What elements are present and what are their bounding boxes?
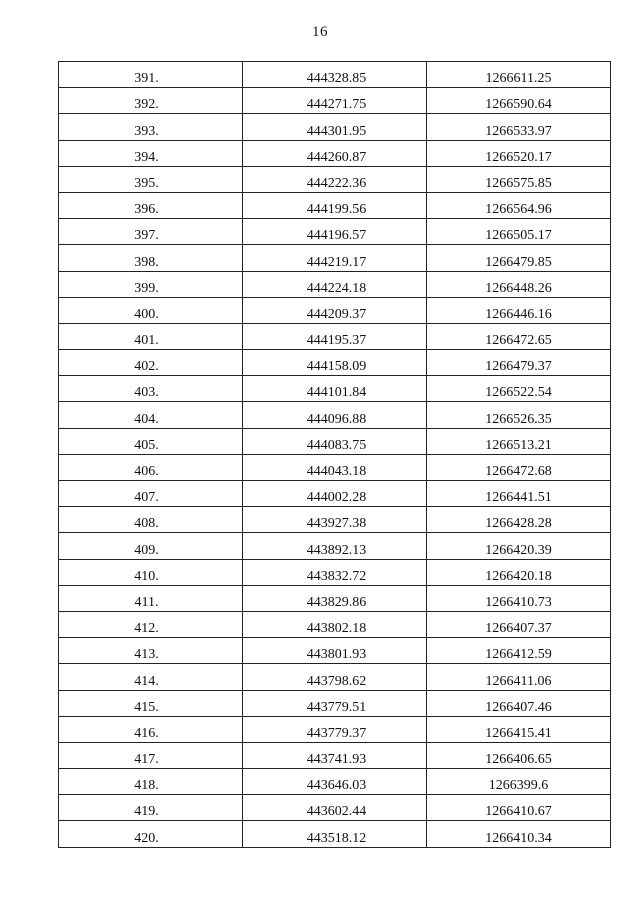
point-number-cell: 394. bbox=[59, 140, 243, 166]
point-number-cell: 403. bbox=[59, 376, 243, 402]
x-coordinate-cell: 444209.37 bbox=[243, 297, 427, 323]
table-row bbox=[59, 690, 611, 716]
table-row bbox=[59, 611, 611, 637]
y-coordinate-cell: 1266407.37 bbox=[427, 611, 611, 637]
point-number-cell: 412. bbox=[59, 611, 243, 637]
y-coordinate-cell: 1266526.35 bbox=[427, 402, 611, 428]
y-coordinate-cell: 1266410.73 bbox=[427, 585, 611, 611]
y-coordinate-cell: 1266575.85 bbox=[427, 166, 611, 192]
y-coordinate-cell: 1266564.96 bbox=[427, 192, 611, 218]
table-row bbox=[59, 297, 611, 323]
x-coordinate-cell: 444271.75 bbox=[243, 88, 427, 114]
x-coordinate-cell: 443602.44 bbox=[243, 795, 427, 821]
x-coordinate-cell: 444199.56 bbox=[243, 192, 427, 218]
y-coordinate-cell: 1266410.34 bbox=[427, 821, 611, 847]
x-coordinate-cell: 443801.93 bbox=[243, 638, 427, 664]
table-row bbox=[59, 271, 611, 297]
x-coordinate-cell: 443798.62 bbox=[243, 664, 427, 690]
table-row bbox=[59, 114, 611, 140]
y-coordinate-cell: 1266446.16 bbox=[427, 297, 611, 323]
x-coordinate-cell: 444224.18 bbox=[243, 271, 427, 297]
table-row bbox=[59, 376, 611, 402]
point-number-cell: 398. bbox=[59, 245, 243, 271]
x-coordinate-cell: 444222.36 bbox=[243, 166, 427, 192]
table-row bbox=[59, 795, 611, 821]
x-coordinate-cell: 444101.84 bbox=[243, 376, 427, 402]
y-coordinate-cell: 1266522.54 bbox=[427, 376, 611, 402]
point-number-cell: 395. bbox=[59, 166, 243, 192]
y-coordinate-cell: 1266441.51 bbox=[427, 481, 611, 507]
point-number-cell: 408. bbox=[59, 507, 243, 533]
x-coordinate-cell: 444096.88 bbox=[243, 402, 427, 428]
point-number-cell: 407. bbox=[59, 481, 243, 507]
x-coordinate-cell: 444195.37 bbox=[243, 323, 427, 349]
y-coordinate-cell: 1266479.85 bbox=[427, 245, 611, 271]
y-coordinate-cell: 1266411.06 bbox=[427, 664, 611, 690]
point-number-cell: 400. bbox=[59, 297, 243, 323]
table-row bbox=[59, 454, 611, 480]
y-coordinate-cell: 1266420.18 bbox=[427, 559, 611, 585]
y-coordinate-cell: 1266505.17 bbox=[427, 219, 611, 245]
x-coordinate-cell: 443779.37 bbox=[243, 716, 427, 742]
x-coordinate-cell: 443646.03 bbox=[243, 769, 427, 795]
point-number-cell: 410. bbox=[59, 559, 243, 585]
table-row bbox=[59, 245, 611, 271]
x-coordinate-cell: 444219.17 bbox=[243, 245, 427, 271]
coordinates-table-body bbox=[59, 62, 611, 848]
y-coordinate-cell: 1266479.37 bbox=[427, 350, 611, 376]
x-coordinate-cell: 443779.51 bbox=[243, 690, 427, 716]
x-coordinate-cell: 444158.09 bbox=[243, 350, 427, 376]
x-coordinate-cell: 444196.57 bbox=[243, 219, 427, 245]
point-number-cell: 413. bbox=[59, 638, 243, 664]
point-number-cell: 405. bbox=[59, 428, 243, 454]
point-number-cell: 420. bbox=[59, 821, 243, 847]
table-row bbox=[59, 664, 611, 690]
y-coordinate-cell: 1266472.65 bbox=[427, 323, 611, 349]
table-row bbox=[59, 742, 611, 768]
table-row bbox=[59, 769, 611, 795]
table-row bbox=[59, 219, 611, 245]
y-coordinate-cell: 1266520.17 bbox=[427, 140, 611, 166]
point-number-cell: 406. bbox=[59, 454, 243, 480]
point-number-cell: 419. bbox=[59, 795, 243, 821]
point-number-cell: 391. bbox=[59, 62, 243, 88]
x-coordinate-cell: 443518.12 bbox=[243, 821, 427, 847]
table-row bbox=[59, 585, 611, 611]
point-number-cell: 417. bbox=[59, 742, 243, 768]
point-number-cell: 416. bbox=[59, 716, 243, 742]
table-row bbox=[59, 140, 611, 166]
table-row bbox=[59, 559, 611, 585]
x-coordinate-cell: 444002.28 bbox=[243, 481, 427, 507]
y-coordinate-cell: 1266415.41 bbox=[427, 716, 611, 742]
y-coordinate-cell: 1266420.39 bbox=[427, 533, 611, 559]
y-coordinate-cell: 1266412.59 bbox=[427, 638, 611, 664]
coordinates-table bbox=[58, 61, 611, 848]
table-row bbox=[59, 716, 611, 742]
table-row bbox=[59, 192, 611, 218]
point-number-cell: 401. bbox=[59, 323, 243, 349]
x-coordinate-cell: 444260.87 bbox=[243, 140, 427, 166]
point-number-cell: 402. bbox=[59, 350, 243, 376]
x-coordinate-cell: 444043.18 bbox=[243, 454, 427, 480]
table-row bbox=[59, 821, 611, 847]
table-row bbox=[59, 323, 611, 349]
table-row bbox=[59, 350, 611, 376]
table-row bbox=[59, 402, 611, 428]
point-number-cell: 392. bbox=[59, 88, 243, 114]
x-coordinate-cell: 444301.95 bbox=[243, 114, 427, 140]
y-coordinate-cell: 1266406.65 bbox=[427, 742, 611, 768]
x-coordinate-cell: 443829.86 bbox=[243, 585, 427, 611]
table-row bbox=[59, 88, 611, 114]
x-coordinate-cell: 443741.93 bbox=[243, 742, 427, 768]
table-row bbox=[59, 507, 611, 533]
y-coordinate-cell: 1266533.97 bbox=[427, 114, 611, 140]
y-coordinate-cell: 1266428.28 bbox=[427, 507, 611, 533]
page-number: 16 bbox=[312, 24, 328, 40]
table-row bbox=[59, 428, 611, 454]
point-number-cell: 399. bbox=[59, 271, 243, 297]
table-row bbox=[59, 533, 611, 559]
table-row bbox=[59, 62, 611, 88]
point-number-cell: 409. bbox=[59, 533, 243, 559]
y-coordinate-cell: 1266399.6 bbox=[427, 769, 611, 795]
y-coordinate-cell: 1266407.46 bbox=[427, 690, 611, 716]
y-coordinate-cell: 1266611.25 bbox=[427, 62, 611, 88]
x-coordinate-cell: 444083.75 bbox=[243, 428, 427, 454]
table-row bbox=[59, 638, 611, 664]
table-row bbox=[59, 481, 611, 507]
table-row bbox=[59, 166, 611, 192]
point-number-cell: 414. bbox=[59, 664, 243, 690]
x-coordinate-cell: 444328.85 bbox=[243, 62, 427, 88]
point-number-cell: 418. bbox=[59, 769, 243, 795]
point-number-cell: 397. bbox=[59, 219, 243, 245]
y-coordinate-cell: 1266448.26 bbox=[427, 271, 611, 297]
point-number-cell: 404. bbox=[59, 402, 243, 428]
point-number-cell: 393. bbox=[59, 114, 243, 140]
y-coordinate-cell: 1266590.64 bbox=[427, 88, 611, 114]
x-coordinate-cell: 443832.72 bbox=[243, 559, 427, 585]
point-number-cell: 415. bbox=[59, 690, 243, 716]
x-coordinate-cell: 443892.13 bbox=[243, 533, 427, 559]
point-number-cell: 411. bbox=[59, 585, 243, 611]
y-coordinate-cell: 1266472.68 bbox=[427, 454, 611, 480]
x-coordinate-cell: 443802.18 bbox=[243, 611, 427, 637]
point-number-cell: 396. bbox=[59, 192, 243, 218]
y-coordinate-cell: 1266410.67 bbox=[427, 795, 611, 821]
x-coordinate-cell: 443927.38 bbox=[243, 507, 427, 533]
y-coordinate-cell: 1266513.21 bbox=[427, 428, 611, 454]
